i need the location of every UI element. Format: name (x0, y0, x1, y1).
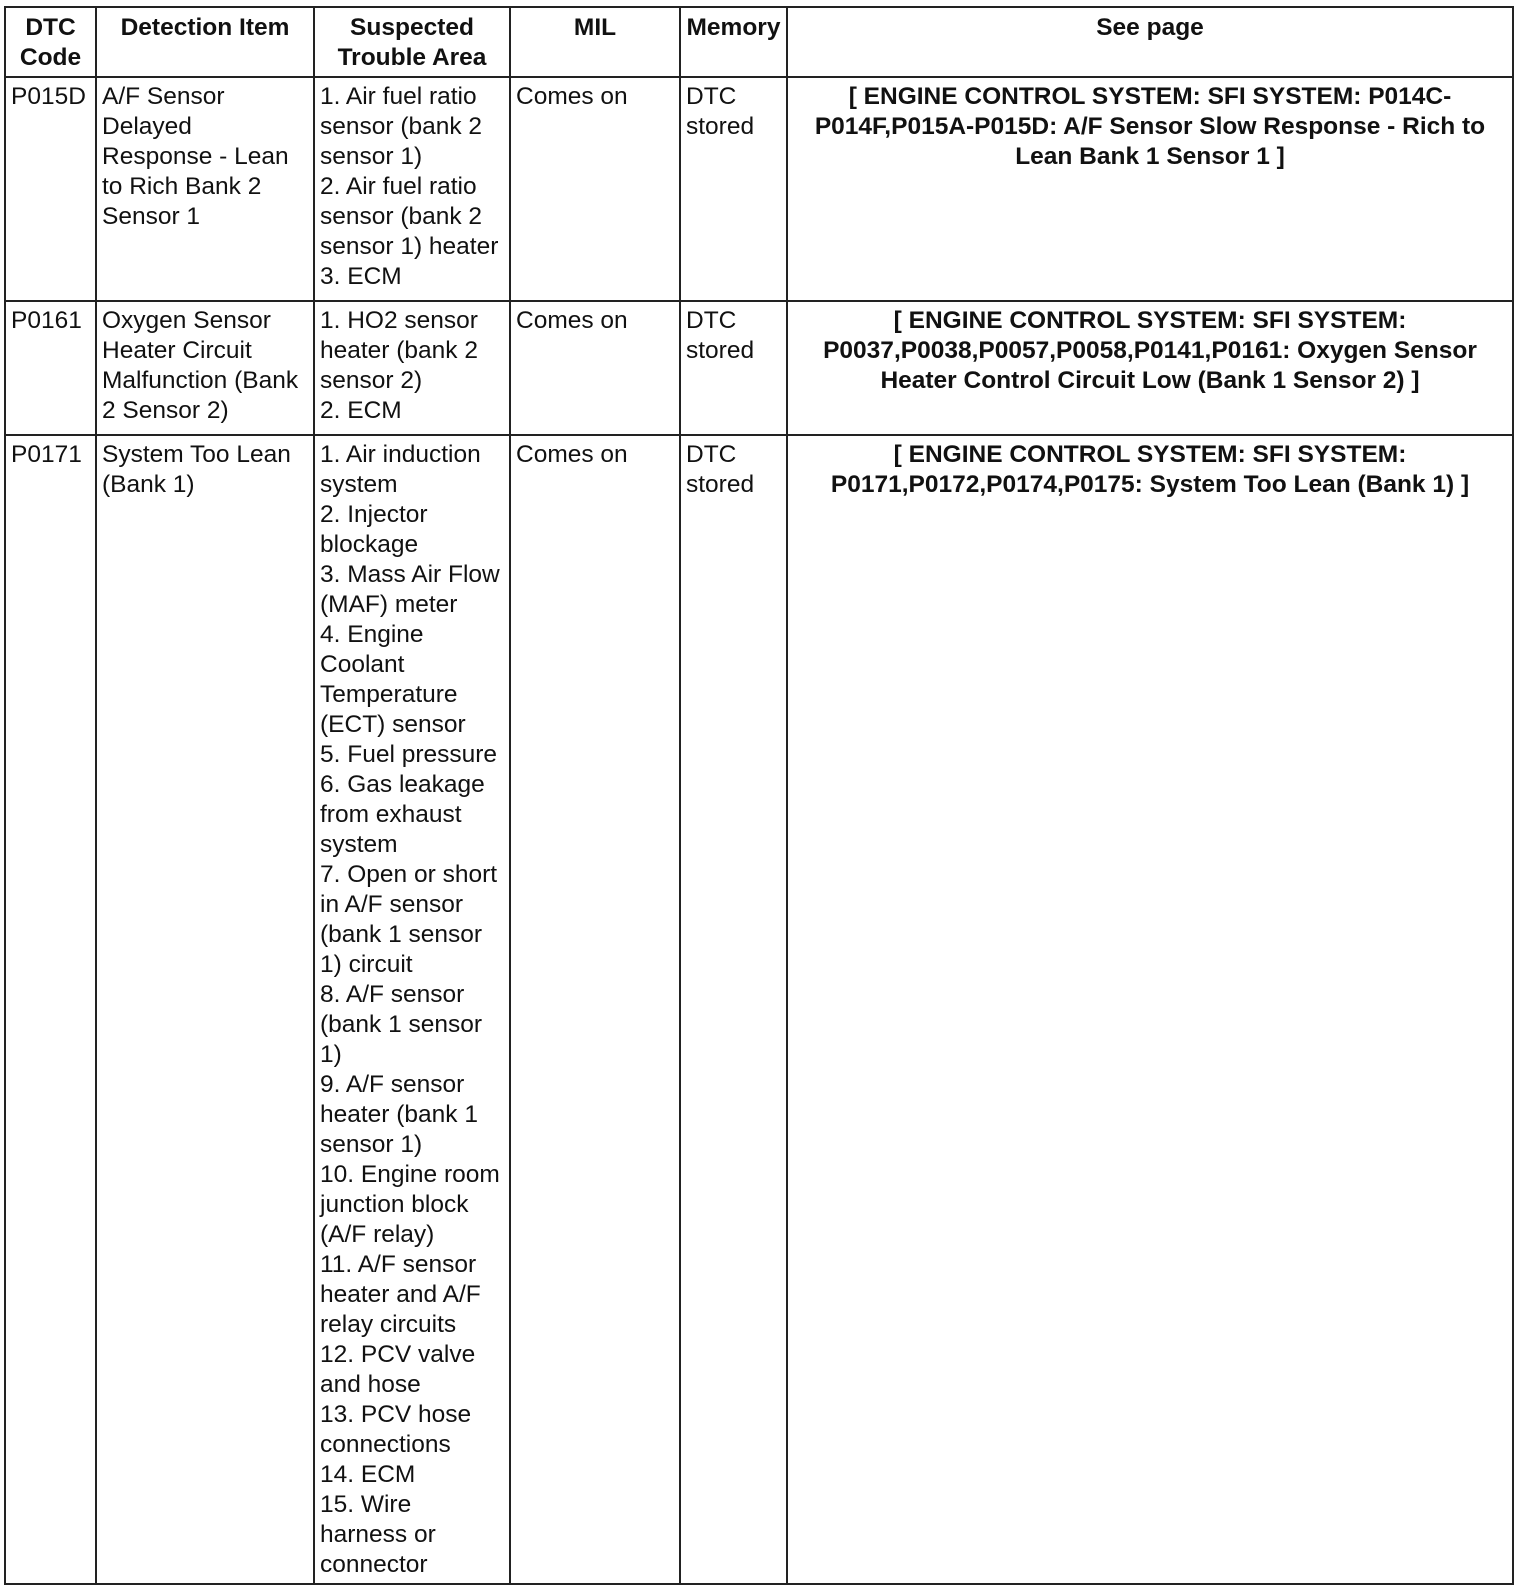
dtc-code-cell: P015D (5, 77, 96, 301)
header-row (5, 7, 1513, 77)
detection-item-cell: A/F Sensor Delayed Response - Lean to Rich Bank 2 Sensor 1 (96, 77, 314, 301)
trouble-area-item: 2. Air fuel ratio sensor (bank 2 sensor 1) heater (320, 173, 499, 260)
header-dtc-code: DTC Code (5, 7, 96, 77)
trouble-area-item: 9. A/F sensor heater (bank 1 sensor 1) (320, 1071, 478, 1158)
trouble-area-item: 2. Injector blockage (320, 501, 428, 558)
trouble-area-item: 8. A/F sensor (bank 1 sensor 1) (320, 981, 483, 1068)
trouble-area-cell (314, 77, 510, 301)
trouble-area-item: 10. Engine room junction block (A/F relay) (320, 1161, 500, 1248)
header-suspected-trouble-area: Suspected Trouble Area (314, 7, 510, 77)
trouble-area-item: 5. Fuel pressure (320, 741, 498, 768)
memory-cell: DTC stored (680, 435, 787, 1584)
trouble-area-item: 4. Engine Coolant Temperature (ECT) sensor (320, 621, 466, 738)
trouble-area-item: 3. ECM (320, 263, 402, 290)
see-page-link[interactable]: [ ENGINE CONTROL SYSTEM: SFI SYSTEM: P0171,P0172,P0174,P0175: System Too Lean (Bank 1) ] (787, 435, 1513, 1584)
see-page-link[interactable]: [ ENGINE CONTROL SYSTEM: SFI SYSTEM: P0037,P0038,P0057,P0058,P0141,P0161: Oxygen Sensor Heater Control Circuit Low (Bank 1 Sensor 2) ] (787, 301, 1513, 435)
detection-item-cell: Oxygen Sensor Heater Circuit Malfunction (Bank 2 Sensor 2) (96, 301, 314, 435)
header-detection-item: Detection Item (96, 7, 314, 77)
trouble-area-item: 3. Mass Air Flow (MAF) meter (320, 561, 500, 618)
trouble-area-item: 6. Gas leakage from exhaust system (320, 771, 485, 858)
trouble-area-item: 1. Air fuel ratio sensor (bank 2 sensor 1) (320, 83, 483, 170)
see-page-link[interactable]: [ ENGINE CONTROL SYSTEM: SFI SYSTEM: P014C-P014F,P015A-P015D: A/F Sensor Slow Response - Rich to Lean Bank 1 Sensor 1 ] (787, 77, 1513, 301)
detection-item-cell: System Too Lean (Bank 1) (96, 435, 314, 1584)
header-memory: Memory (680, 7, 787, 77)
trouble-area-item: 15. Wire harness or connector (320, 1491, 436, 1578)
trouble-area-item: 2. ECM (320, 397, 402, 424)
mil-cell: Comes on (510, 301, 680, 435)
trouble-area-item: 1. Air induction system (320, 441, 481, 498)
trouble-area-item: 13. PCV hose connections (320, 1401, 472, 1458)
mil-cell: Comes on (510, 77, 680, 301)
table-row (5, 301, 1513, 435)
trouble-area-item: 12. PCV valve and hose (320, 1341, 476, 1398)
dtc-code-cell: P0171 (5, 435, 96, 1584)
mil-cell: Comes on (510, 435, 680, 1584)
trouble-area-item: 7. Open or short in A/F sensor (bank 1 sensor 1) circuit (320, 861, 498, 978)
table-row (5, 435, 1513, 1584)
trouble-area-item: 14. ECM (320, 1461, 416, 1488)
dtc-code-cell: P0161 (5, 301, 96, 435)
memory-cell: DTC stored (680, 77, 787, 301)
table-row (5, 77, 1513, 301)
trouble-area-item: 1. HO2 sensor heater (bank 2 sensor 2) (320, 307, 478, 394)
trouble-area-cell (314, 435, 510, 1584)
header-mil: MIL (510, 7, 680, 77)
dtc-table (4, 6, 1514, 1585)
trouble-area-item: 11. A/F sensor heater and A/F relay circuits (320, 1251, 481, 1338)
memory-cell: DTC stored (680, 301, 787, 435)
trouble-area-cell (314, 301, 510, 435)
header-see-page: See page (787, 7, 1513, 77)
